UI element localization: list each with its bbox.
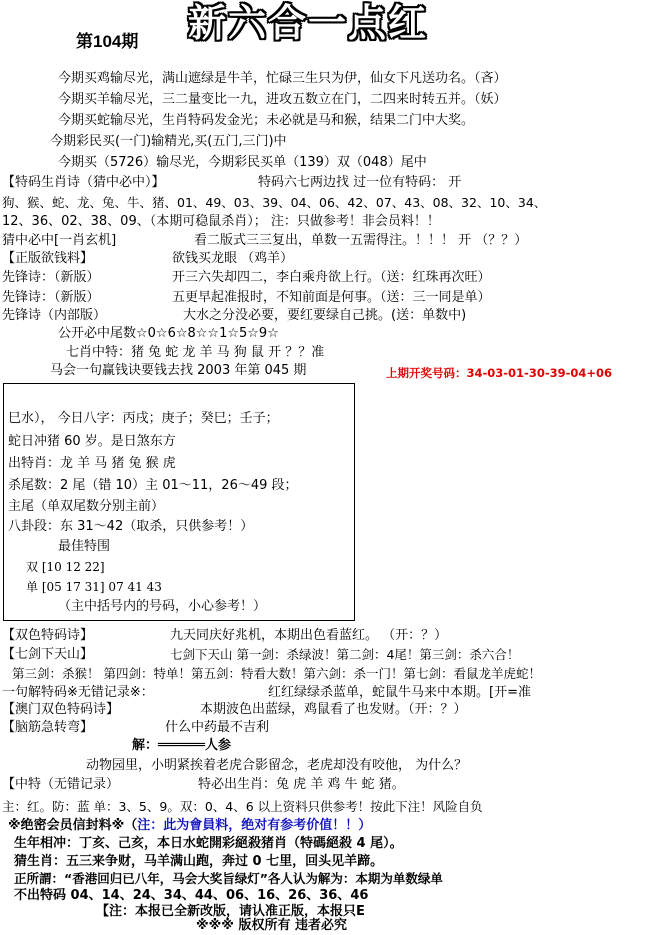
box-line-4: 杀尾数：2 尾（错 10）主 01～11，26～49 段；	[8, 478, 298, 493]
tail-line: 公开必中尾数☆0☆6☆8☆☆1☆5☆9☆	[58, 326, 279, 341]
guess-left: 猜中必中[一肖玄机]	[2, 233, 117, 248]
main-line: 主：红。防：蓝 单：3、5、9。双：0、4、6 以上资料只供参考！按此下注！风险自负	[2, 799, 483, 814]
special-title: 【特码生肖诗（猜中必中）】	[2, 175, 165, 190]
lower-text: 本期波色出蓝绿，鸡鼠看了也发财。（开：？）	[200, 702, 467, 717]
lower-label: 【双色特码诗】	[2, 628, 94, 643]
special-title-right: 特码六七两边找 过一位有特码： 开	[258, 175, 462, 190]
lower-label: 【脑筋急转弯】	[2, 720, 94, 735]
special-list-2: 12、36、02、38、09、（本期可稳鼠杀肖）； 注：只做参考！非会员料！！	[2, 214, 440, 229]
poem-line-4: 今期彩民买(一门)输精光,买(五门,三门)中	[50, 134, 287, 149]
lower-text: 红红绿绿杀蓝单，蛇鼠牛马来中本期。[开=准	[268, 685, 531, 700]
section-text: 开三六失却四二，李白乘舟欲上行。（送：红珠再次旺）	[172, 270, 491, 285]
guess-right: 看二版式三三复出，单数一五需得注。！！！ 开 （？？）	[194, 233, 528, 248]
caisheng-line: 猜生肖：五三来争财，马羊满山跑，奔过 0 七里，回头见羊蹄。	[14, 854, 384, 869]
section-text: 五更早起准报时，不知前面是何事。（送：三一同是单）	[172, 290, 491, 305]
box-line-5: 主尾（单双尾数分别主前）	[8, 499, 165, 514]
box-line-10: （主中括号内的号码，小心参考！）	[58, 599, 267, 614]
box-line-8: 双 [10 12 22]	[26, 560, 105, 574]
box-line-3: 出特肖：龙 羊 马 猪 兔 猴 虎	[8, 456, 176, 471]
lower-full: 第三剑：杀猴！ 第四剑：特单！第五剑：特看大数！第六剑：杀一门！第七剑：看鼠龙羊虎蛇！	[12, 666, 541, 681]
bazi-box	[3, 383, 355, 621]
zhengjie-line: 正所謂：“香港回归已八年，马会大奖旨绿灯”各人认为解为：本期为单数绿单	[14, 871, 443, 886]
copyright-line: ※※※ 版权所有 违者必究	[196, 918, 347, 933]
horse-line: 马会一句赢钱诀要钱去找 2003 年第 045 期	[50, 363, 307, 378]
box-line-7: 最佳特围	[58, 539, 111, 554]
box-line-1: 巳水）， 今日八字：丙戌；庚子；癸巳；壬子；	[8, 411, 279, 426]
section-label: 【正版欲钱料】	[2, 251, 94, 266]
special-list: 狗、猴、蛇、龙、兔、牛、猪、01、49、03、39、04、06、42、07、43、08、32、10、34、	[2, 195, 547, 210]
issue-number: 第104期	[76, 32, 139, 51]
member-title-text: ※绝密会员信封料※（	[8, 818, 138, 833]
section-label: 先锋诗（内部版）	[2, 308, 107, 323]
box-line-2: 蛇日冲猪 60 岁。是日煞东方	[8, 434, 176, 449]
section-label: 先锋诗：（新版）	[2, 270, 100, 285]
shengnian-line: 生年相冲：丁亥、己亥，本日水蛇開彩絕殺猪肖（特碼絕殺 4 尾）。	[14, 836, 403, 851]
lower-label: 【澳门双色特码诗】	[2, 702, 120, 717]
poem-line-5: 今期买（5726）输尽光，今期彩民买单（139）双（048）尾中	[58, 155, 427, 170]
lower-label: 【七剑下天山】	[2, 647, 94, 662]
seven-line: 七肖中特：猪 兔 蛇 龙 羊 马 狗 鼠 开 ？？准	[66, 345, 325, 360]
buchu-line: 不出特码 04、14、24、34、44、06、16、26、36、46	[14, 888, 369, 903]
lower-label: 一句解特码※无错记录※：	[2, 685, 154, 700]
poem-line-3: 今期买蛇输尽光，生肖特码发金光；未必就是马和猴，结果二门中大奖。	[58, 113, 475, 128]
member-title	[8, 817, 371, 835]
poem-line-1: 今期买鸡输尽光，满山遮绿是牛羊，忙碌三生只为伊，仙女下凡送功名。（吝）	[58, 71, 507, 86]
note-line: 【注：本报已全新改版，请认准正版，本报只E	[96, 904, 365, 919]
poem-line-2: 今期买羊输尽光，三二量变比一九，进攻五数立在门，二四来时转五并。（妖）	[58, 92, 507, 107]
lower-text: 七剑下天山 第一剑：杀绿波！第二剑：4尾！第三剑：杀六合！	[170, 647, 520, 662]
zhongte-label: 【中特（无错记录）	[2, 777, 120, 792]
riddle-answer: 解：══════人参	[132, 738, 231, 753]
section-text: 大水之分没必要，要红要绿自己挑。(送：单数中)	[183, 308, 467, 323]
member-note: 注：此为會員料，绝对有参考价值！！）	[137, 818, 372, 833]
brand-title: 新六合一点红	[188, 1, 429, 45]
last-draw-numbers: 上期开奖号码：34-03-01-30-39-04+06	[386, 366, 613, 380]
section-text: 欲钱买龙眼 （鸡羊）	[172, 251, 294, 266]
zoo-riddle: 动物园里，小明紧挨着老虎合影留念，老虎却没有咬他， 为什么？	[86, 758, 468, 773]
box-line-6: 八卦段：东 31～42（取杀，只供参考！）	[8, 519, 254, 534]
box-line-9: 单 [05 17 31] 07 41 43	[26, 580, 162, 594]
lower-text: 什么中药最不吉利	[165, 720, 270, 735]
section-label: 先锋诗：（新版）	[2, 290, 100, 305]
zhongte-text: 特必出生肖：兔 虎 羊 鸡 牛 蛇 猪。	[198, 777, 405, 792]
lower-text: 九天同庆好兆机，本期出色看蓝红。 （开：？）	[170, 628, 448, 643]
